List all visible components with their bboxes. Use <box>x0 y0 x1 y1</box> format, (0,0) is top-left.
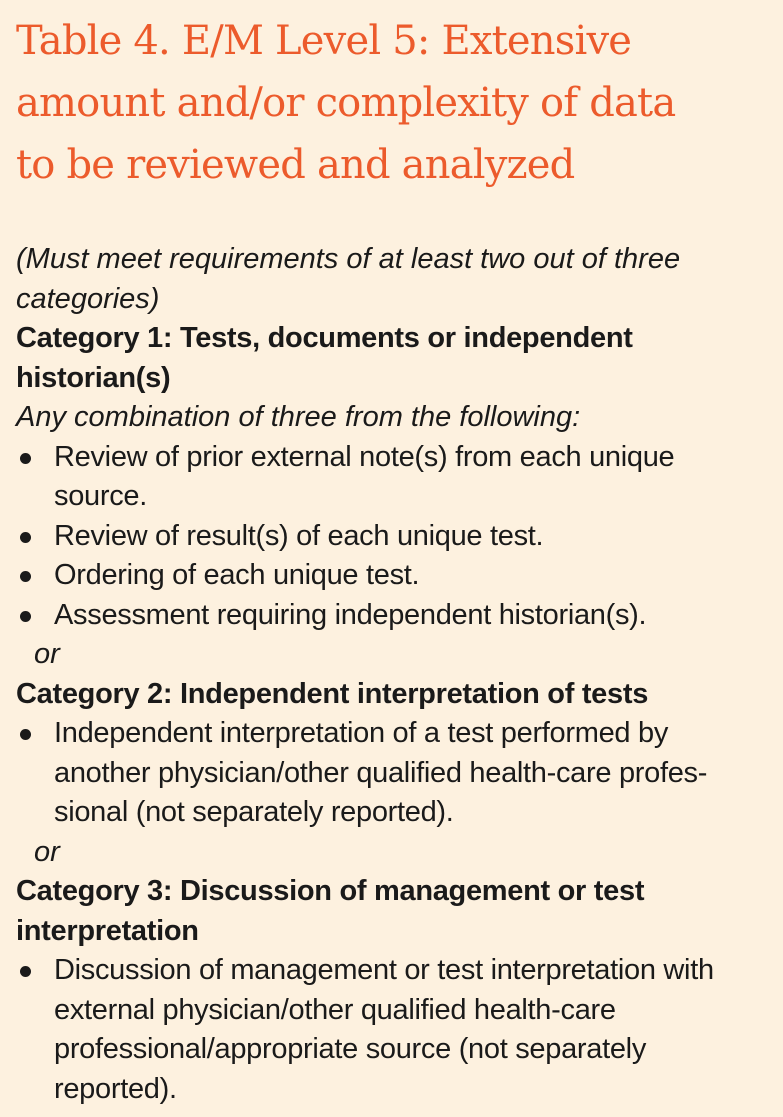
category-1-list <box>16 438 769 636</box>
category-1-instruction: Any combination of three from the following: <box>16 401 581 433</box>
category-3-heading: Category 3: Discussion of management or test interpretation <box>16 875 645 947</box>
category-2-heading: Category 2: Independent interpretation of tests <box>16 677 649 710</box>
title-line-1: Table 4. E/M Level 5: Extensive <box>16 18 632 64</box>
table-title <box>16 10 769 196</box>
list-item <box>16 438 769 517</box>
bullet-icon <box>20 571 31 582</box>
bullet-icon <box>20 729 31 740</box>
bullet-icon <box>20 453 31 464</box>
bullet-icon <box>20 611 31 622</box>
list-item <box>16 714 769 833</box>
bullet-icon <box>20 966 31 977</box>
intro-note: (Must meet requirements of at least two out of three categories) <box>16 243 681 315</box>
list-item-text: Ordering of each unique test. <box>54 559 420 591</box>
list-item-text: Review of result(s) of each unique test. <box>54 519 544 552</box>
list-item-text: Discussion of management or test interpretation with external physician/other qualified health-care professional/appropriate source (not separately reported). <box>54 954 714 1105</box>
list-item <box>16 517 769 557</box>
list-item-text: Independent interpretation of a test performed by another physician/other qualified health-care profes- sional (not separately reported). <box>54 717 708 828</box>
bullet-icon <box>20 532 31 543</box>
category-3-list <box>16 951 769 1109</box>
list-item-text: Assessment requiring independent historian(s). <box>54 598 647 631</box>
list-item-text: Review of prior external note(s) from each unique source. <box>54 440 675 512</box>
table-body <box>16 240 769 1109</box>
or-separator-2: or <box>34 835 60 868</box>
title-line-2: amount and/or complexity of data <box>16 80 676 126</box>
list-item <box>16 556 769 596</box>
title-line-3: to be reviewed and analyzed <box>16 142 575 188</box>
category-1-heading: Category 1: Tests, documents or independent historian(s) <box>16 322 633 394</box>
list-item <box>16 951 769 1109</box>
category-2-list <box>16 714 769 833</box>
or-separator-1: or <box>34 638 60 670</box>
list-item <box>16 596 769 636</box>
